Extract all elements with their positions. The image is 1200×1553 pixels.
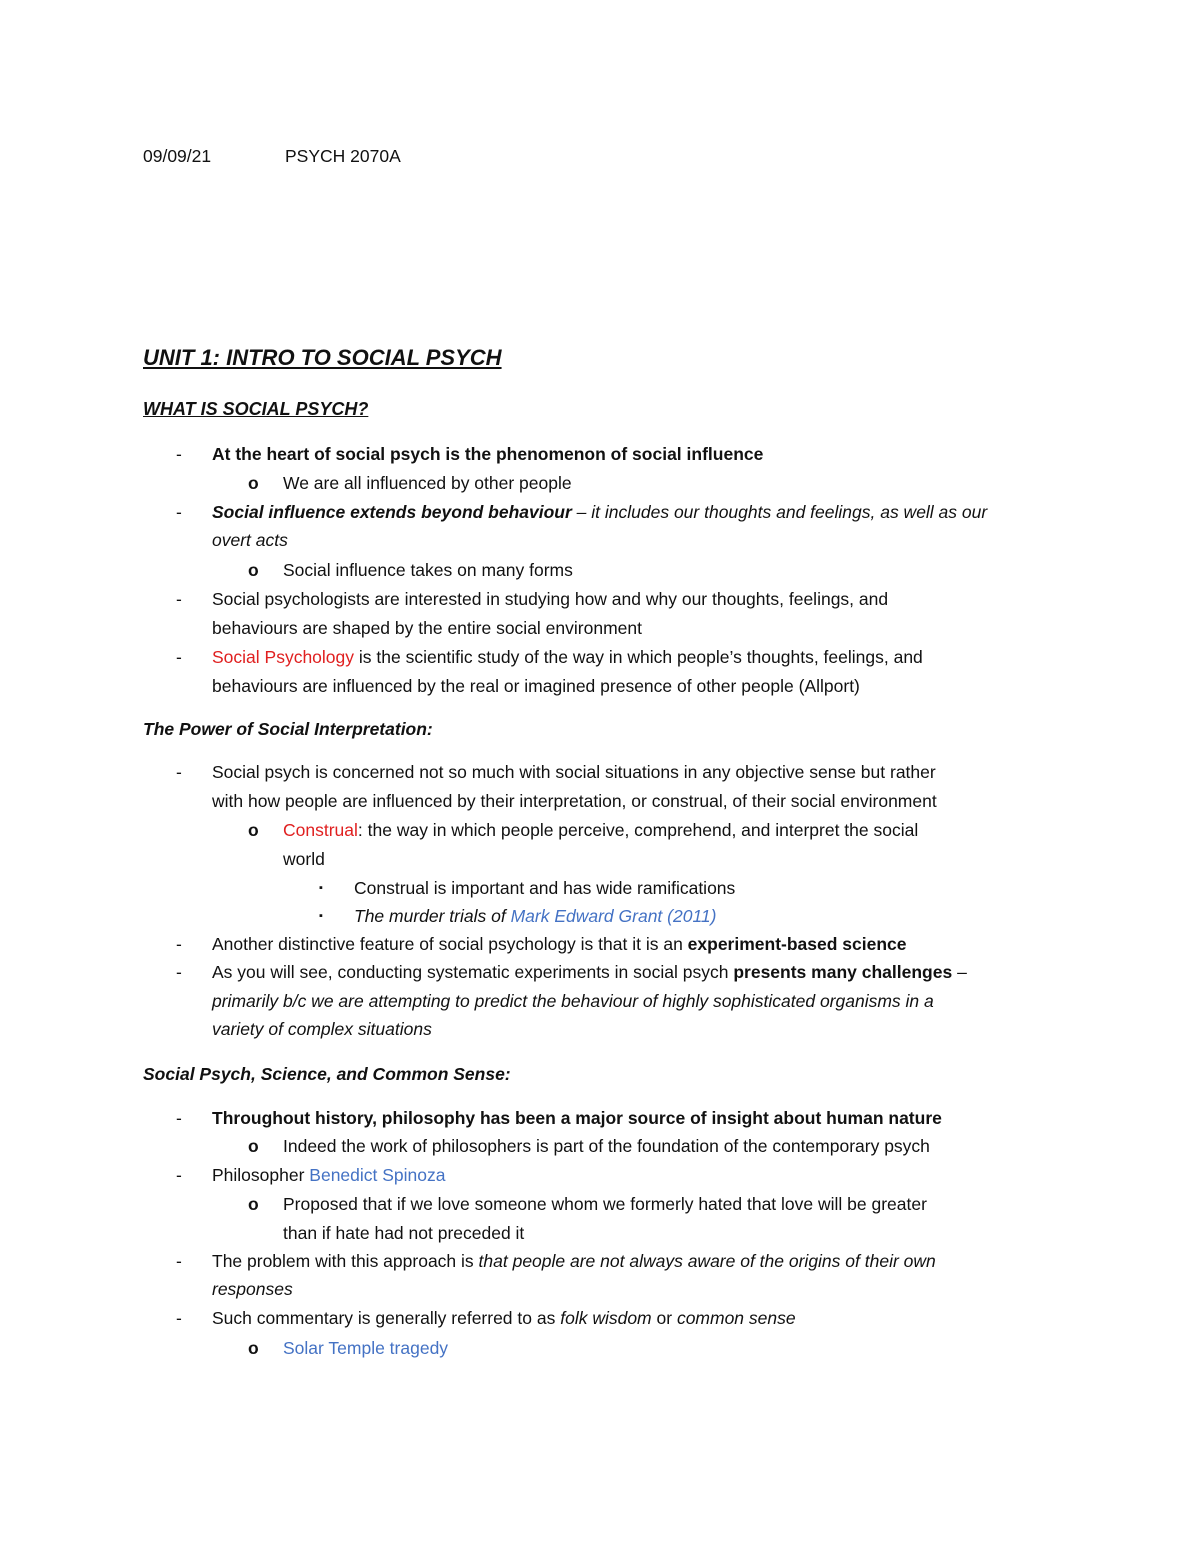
challenges-text: As you will see, conducting systematic experiments in social psych xyxy=(212,962,734,982)
section-title-social-interpretation: The Power of Social Interpretation: xyxy=(143,719,433,739)
bullet-definition xyxy=(212,646,923,668)
bullet-social-influence: At the heart of social psych is the phenomenon of social influence xyxy=(212,444,764,464)
bold-many-challenges: presents many challenges xyxy=(733,962,953,982)
circle-marker: o xyxy=(248,1194,259,1214)
bullet-challenges-cont-1: primarily b/c we are attempting to predict the behaviour of highly sophisticated organisms in a xyxy=(212,991,934,1011)
sub-bullet-construal xyxy=(283,819,918,841)
or-text: or xyxy=(651,1308,677,1328)
dash-marker: - xyxy=(176,934,182,954)
square-marker: ▪ xyxy=(319,910,323,922)
problem-text: The problem with this approach is xyxy=(212,1251,479,1271)
dash-marker: - xyxy=(176,1108,182,1128)
italic-folk-wisdom: folk wisdom xyxy=(560,1308,652,1328)
en-dash: – xyxy=(952,962,967,982)
dash-marker: - xyxy=(176,502,182,522)
circle-marker: o xyxy=(248,1136,259,1156)
section-title-what-is-social-psych: WHAT IS SOCIAL PSYCH? xyxy=(143,399,369,419)
bullet-spinoza xyxy=(212,1164,446,1186)
commentary-text: Such commentary is generally referred to as xyxy=(212,1308,561,1328)
term-construal: Construal xyxy=(283,820,358,840)
bullet-extends-beyond-cont: overt acts xyxy=(212,530,288,550)
unit-title: UNIT 1: INTRO TO SOCIAL PSYCH xyxy=(143,345,502,370)
sub-bullet-proposed: Proposed that if we love someone whom we formerly hated that love will be greater xyxy=(283,1194,927,1214)
link-mark-edward-grant[interactable]: Mark Edward Grant (2011) xyxy=(510,906,717,926)
italic-origins: that people are not always aware of the origins of their own xyxy=(478,1251,936,1271)
sub-bullet-many-forms: Social influence takes on many forms xyxy=(283,560,573,580)
dash-marker: - xyxy=(176,444,182,464)
dash-marker: - xyxy=(176,589,182,609)
subsub-bullet-murder-trials xyxy=(354,905,716,927)
subsub-bullet-ramifications: Construal is important and has wide ramifications xyxy=(354,878,736,898)
murder-trials-text: The murder trials of xyxy=(354,906,511,926)
bullet-experiment-based xyxy=(212,933,907,955)
dash-marker: - xyxy=(176,1251,182,1271)
square-marker: ▪ xyxy=(319,882,323,894)
bullet-problem xyxy=(212,1250,936,1272)
dash-marker: - xyxy=(176,1165,182,1185)
course-code: PSYCH 2070A xyxy=(285,146,401,166)
construal-definition: : the way in which people perceive, comprehend, and interpret the social xyxy=(357,820,919,840)
definition-text: is the scientific study of the way in which people’s thoughts, feelings, and xyxy=(354,647,923,667)
sub-bullet-influenced: We are all influenced by other people xyxy=(283,473,572,493)
bold-experiment-based: experiment-based science xyxy=(687,934,907,954)
bullet-psychologists-cont: behaviours are shaped by the entire social environment xyxy=(212,618,642,638)
sub-bullet-proposed-cont: than if hate had not preceded it xyxy=(283,1223,525,1243)
bullet-concerned: Social psych is concerned not so much with social situations in any objective sense but rather xyxy=(212,762,936,782)
sub-bullet-construal-cont: world xyxy=(283,849,325,869)
dash-marker: - xyxy=(176,647,182,667)
bullet-concerned-cont: with how people are influenced by their interpretation, or construal, of their social environment xyxy=(212,791,937,811)
term-social-psychology: Social Psychology xyxy=(212,647,355,667)
bullet-folk-wisdom xyxy=(212,1307,796,1329)
dash-marker: - xyxy=(176,962,182,982)
experiment-text: Another distinctive feature of social psychology is that it is an xyxy=(212,934,688,954)
circle-marker: o xyxy=(248,473,259,493)
sub-bullet-philosophers: Indeed the work of philosophers is part of the foundation of the contemporary psych xyxy=(283,1136,930,1156)
italic-text: – it includes our thoughts and feelings, as well as our xyxy=(571,502,988,522)
bullet-challenges-cont-2: variety of complex situations xyxy=(212,1019,432,1039)
bullet-philosophy: Throughout history, philosophy has been a major source of insight about human nature xyxy=(212,1108,942,1128)
dash-marker: - xyxy=(176,762,182,782)
bullet-challenges xyxy=(212,961,967,983)
bullet-definition-cont: behaviours are influenced by the real or imagined presence of other people (Allport) xyxy=(212,676,860,696)
link-solar-temple-tragedy[interactable]: Solar Temple tragedy xyxy=(283,1338,449,1358)
italic-common-sense: common sense xyxy=(676,1308,796,1328)
link-benedict-spinoza[interactable]: Benedict Spinoza xyxy=(309,1165,446,1185)
bullet-extends-beyond xyxy=(212,501,987,523)
circle-marker: o xyxy=(248,1338,259,1358)
dash-marker: - xyxy=(176,1308,182,1328)
date: 09/09/21 xyxy=(143,146,212,166)
bold-italic-phrase: Social influence extends beyond behaviour xyxy=(212,502,572,522)
bullet-psychologists: Social psychologists are interested in studying how and why our thoughts, feelings, and xyxy=(212,589,889,609)
circle-marker: o xyxy=(248,560,259,580)
circle-marker: o xyxy=(248,820,259,840)
section-title-common-sense: Social Psych, Science, and Common Sense: xyxy=(143,1064,511,1084)
philosopher-text: Philosopher xyxy=(212,1165,310,1185)
bullet-problem-cont: responses xyxy=(212,1279,293,1299)
